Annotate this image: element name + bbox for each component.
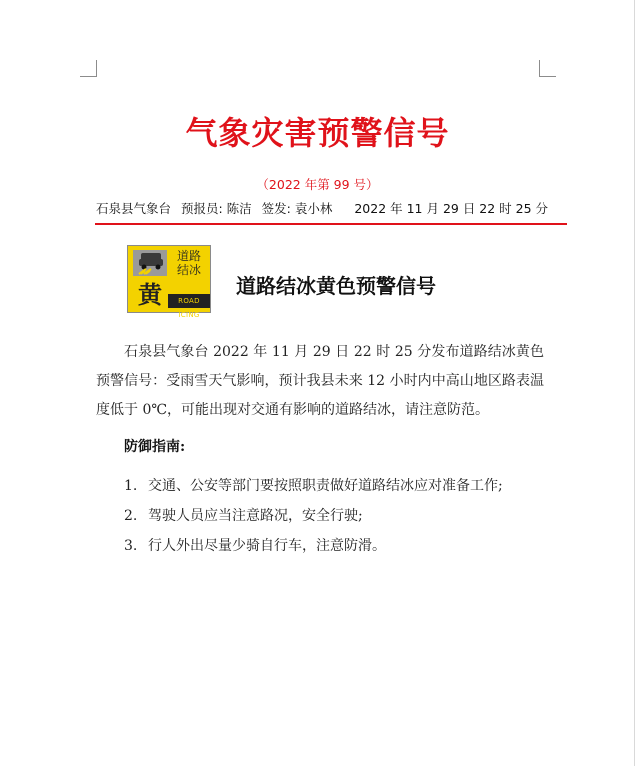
warning-body-text: 石泉县气象台 2022 年 11 月 29 日 22 时 25 分发布道路结冰黄色预警信号：受雨雪天气影响，预计我县未来 12 小时内中高山地区路表温度低于 0℃，可能出现对交通有影响的道路结冰，请注意防范。 xyxy=(96,344,544,418)
issue-datetime: 2022 年 11 月 29 日 22 时 25 分 xyxy=(354,201,549,216)
signal-heading: 道路结冰黄色预警信号 xyxy=(236,274,436,298)
list-item-number: 2. xyxy=(124,508,138,524)
list-item-text: 行人外出尽量少骑自行车，注意防滑。 xyxy=(148,538,386,554)
document-number: （2022 年第 99 号） xyxy=(256,177,379,192)
crop-mark-top-left xyxy=(80,60,97,77)
document-title: 气象灾害预警信号 xyxy=(185,114,450,152)
list-item-text: 驾驶人员应当注意路况，安全行驶; xyxy=(148,508,363,524)
issuer: 石泉县气象台 xyxy=(96,201,172,216)
issuer-line xyxy=(96,199,556,217)
icon-cn-label-line2: 结冰 xyxy=(176,263,201,277)
icon-en-label: ROAD ICING xyxy=(168,294,210,308)
icon-cn-label-line1: 道路 xyxy=(176,249,201,263)
list-item xyxy=(124,531,554,561)
signer: 签发: 袁小林 xyxy=(261,201,333,216)
defense-guide-list xyxy=(124,471,554,561)
list-item xyxy=(124,501,554,531)
icon-cn-label xyxy=(170,249,208,277)
icon-level-char: 黄 xyxy=(138,280,162,309)
list-item-text: 交通、公安等部门要按照职责做好道路结冰应对准备工作; xyxy=(148,478,503,494)
road-icing-yellow-warning-icon xyxy=(127,245,211,319)
list-item xyxy=(124,471,554,501)
list-item-number: 1. xyxy=(124,478,138,494)
skidding-car-icon xyxy=(133,250,167,276)
forecaster: 预报员: 陈洁 xyxy=(181,201,252,216)
defense-guide-title: 防御指南: xyxy=(124,439,186,455)
red-divider xyxy=(95,223,567,225)
crop-mark-top-right xyxy=(539,60,556,77)
list-item-number: 3. xyxy=(124,538,138,554)
